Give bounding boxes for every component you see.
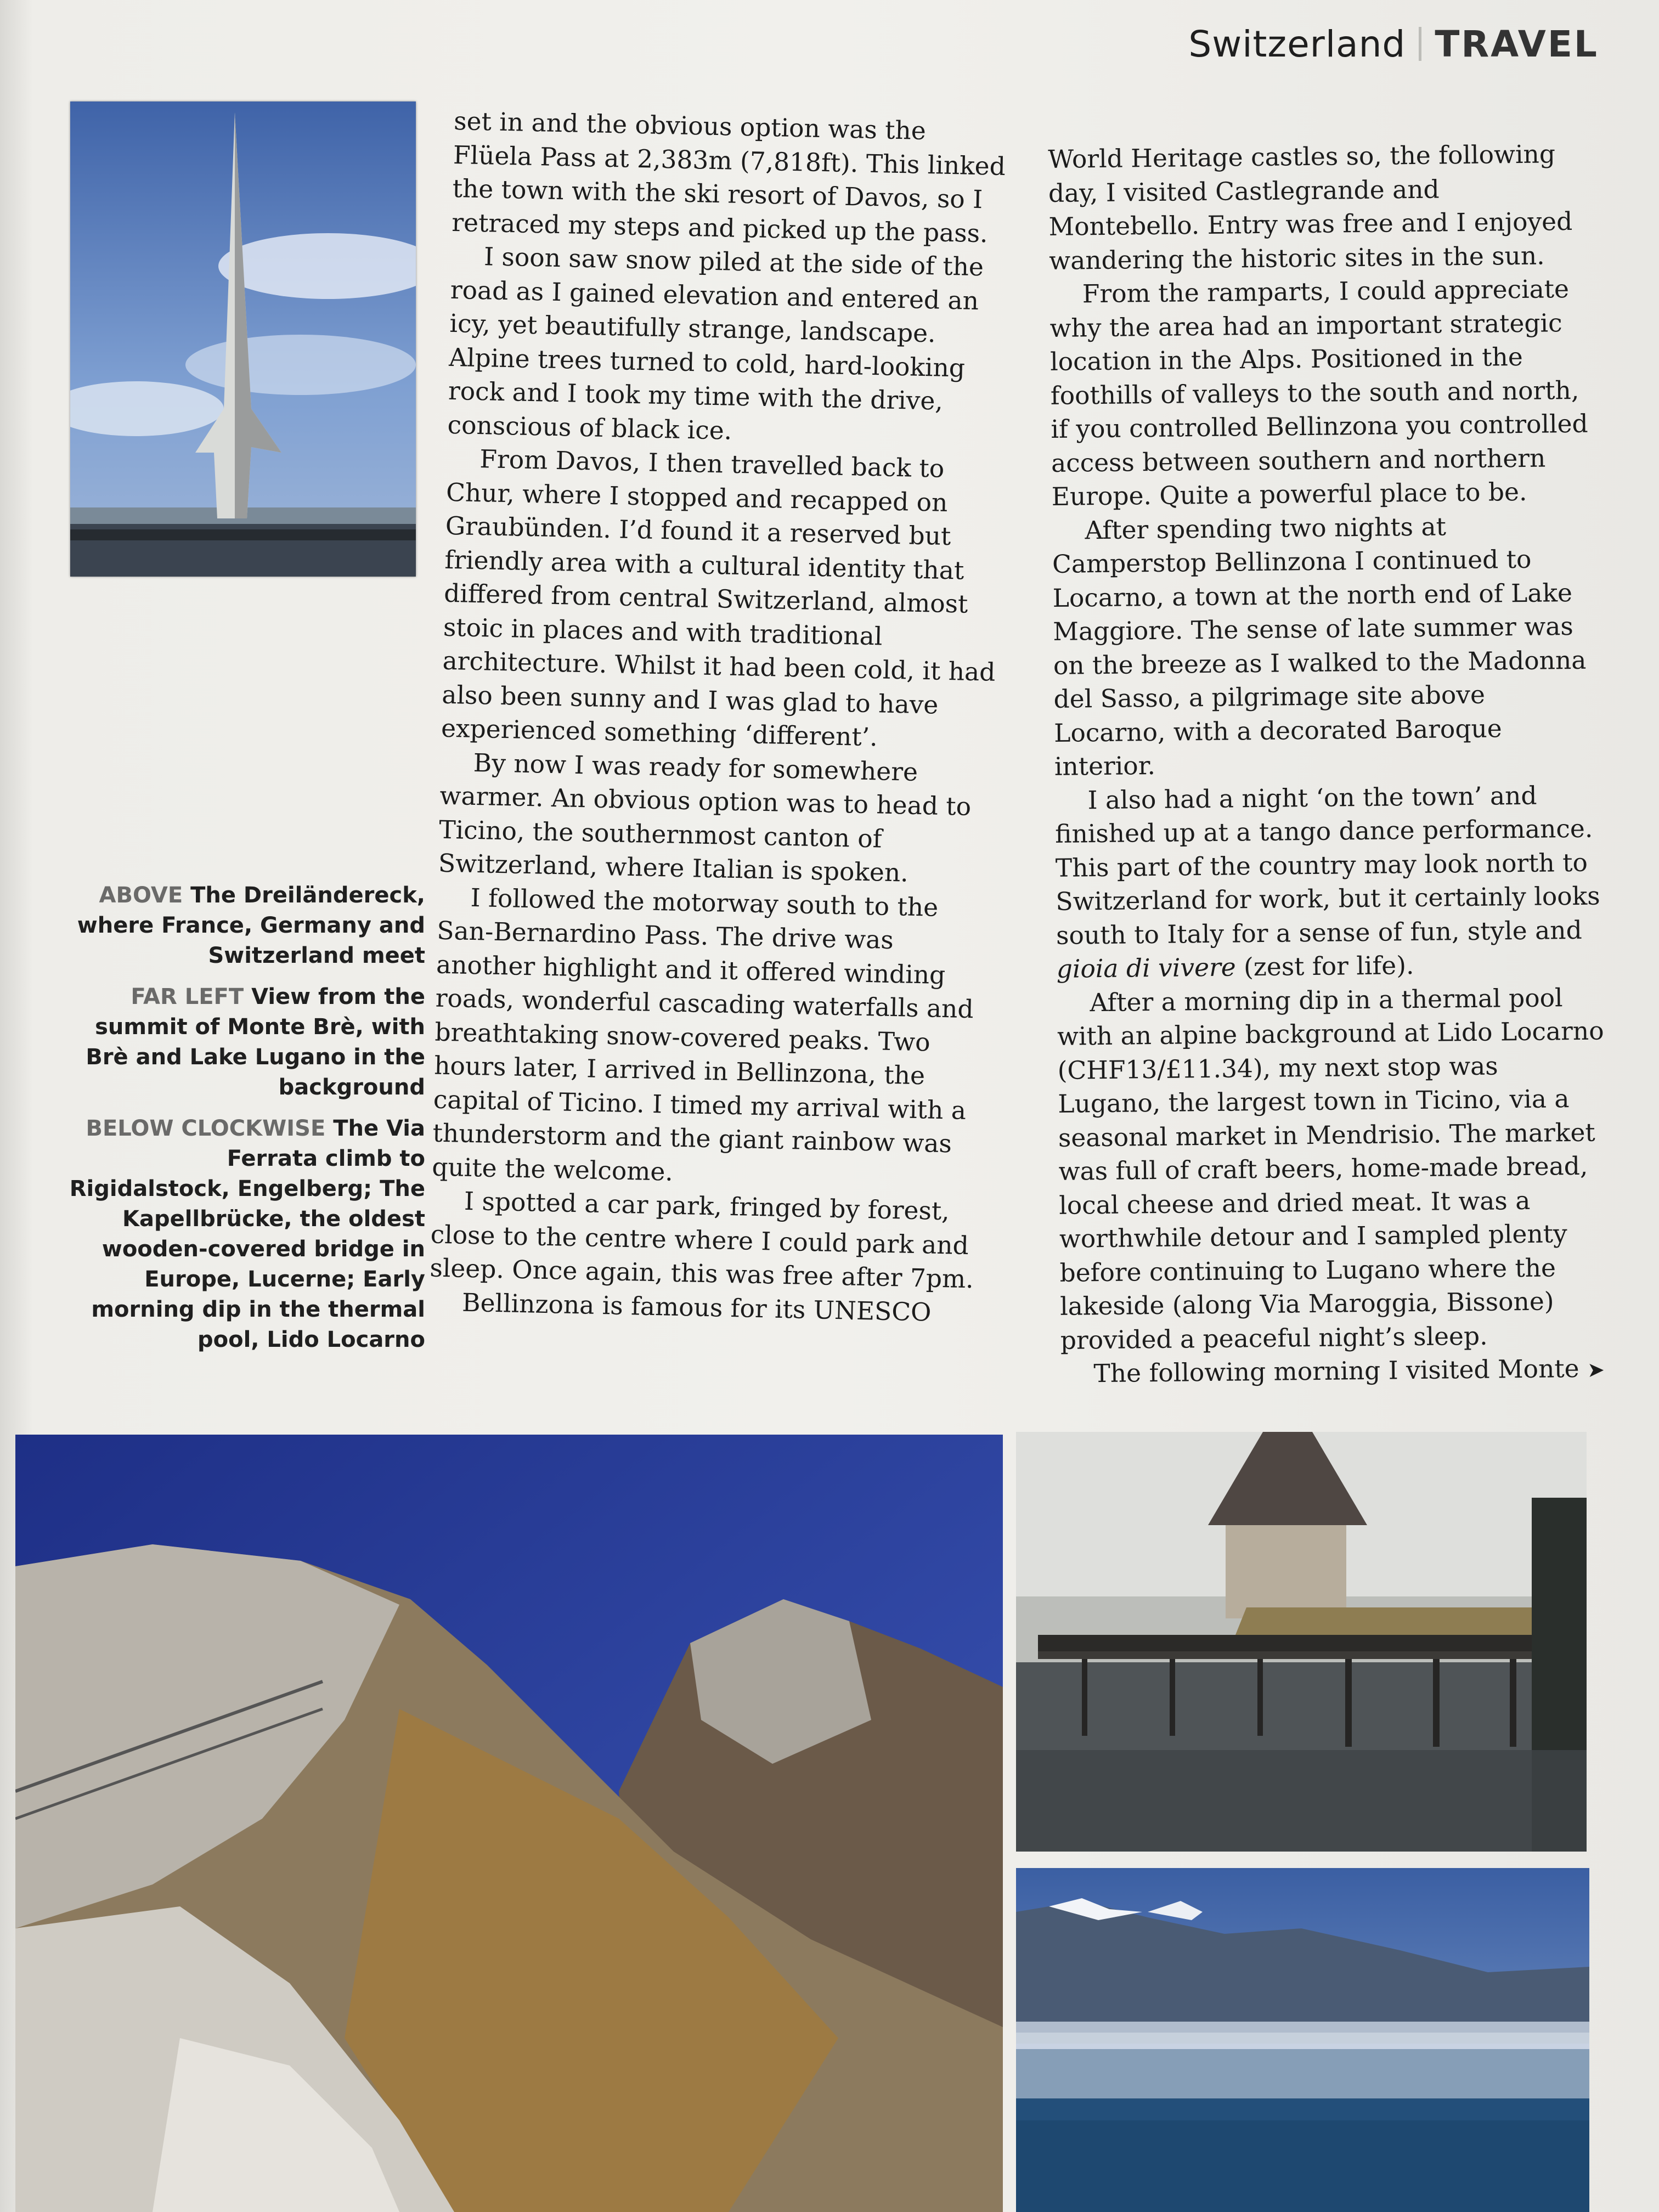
photo-thermal-pool <box>1016 1868 1589 2212</box>
header-divider <box>1419 27 1421 61</box>
paragraph: After a morning dip in a thermal pool with an alpine background at Lido Locarno (CHF13/£11.34), my next stop was Lugano, the largest town in Ticino, via a seasonal market in Mendrisio. The market was full of craft beers, home-made bread, local cheese and dried meat. It was a worthwhile detour and I sampled plenty before continuing to Lugano where the lakeside (along Via Maroggia, Bissone) provided a peaceful night’s sleep. <box>1057 983 1604 1355</box>
paragraph: From Davos, I then travelled back to Chur, where I stopped and recapped on Graubünden. I’d found it a reserved but friendly area with a cultural identity that differed from central Switzerland, almost stoic in places and with traditional architecture. Whilst it had been cold, it had also been sunny and I was glad to have experienced something ‘different’. <box>441 444 996 752</box>
paragraph: I soon saw snow piled at the side of the road as I gained elevation and entered an icy, yet beautifully strange, landscape. Alpine trees turned to cold, hard-looking rock and I took my time with the drive, conscious of black ice. <box>447 242 984 445</box>
photo-dreilandereck <box>70 101 416 577</box>
section-name: Switzerland <box>1188 22 1406 65</box>
paragraph: I spotted a car park, fringed by forest, close to the centre where I could park and sleep. Once again, this was free after 7pm. <box>430 1186 974 1294</box>
paragraph: set in and the obvious option was the Flüela Pass at 2,383m (7,818ft). This linked the town with the ski resort of Davos, so I retraced my steps and picked up the pass. <box>451 106 1006 248</box>
paragraph: After spending two nights at Camperstop Bellinzona I continued to Locarno, a town at the north end of Lake Maggiore. The sense of late summer was on the breeze as I walked to the Madonna del Sasso, a pilgrimage site above Locarno, with a decorated Baroque interior. <box>1052 511 1587 781</box>
continue-arrow-icon: ➤ <box>1587 1357 1605 1382</box>
paragraph: Bellinzona is famous for its UNESCO <box>461 1288 932 1327</box>
photo-kapellbrucke <box>1016 1432 1587 1852</box>
caption-above: ABOVE The Dreiländereck, where France, Germany and Switzerland meet <box>77 883 425 968</box>
paragraph: The following morning I visited Monte ➤ <box>1093 1353 1605 1389</box>
photo-via-ferrata <box>15 1435 1003 2212</box>
photo-captions <box>66 881 425 1366</box>
category-name: TRAVEL <box>1435 22 1599 65</box>
paragraph: From the ramparts, I could appreciate why the area had an important strategic location in the Alps. Positioned in the foothills of valleys to the south and north, if you controlled Bellinzona you controlled access between southern and northern Europe. Quite a powerful place to be. <box>1049 274 1588 511</box>
article-column-right <box>1048 137 1610 1393</box>
caption-below-clockwise: BELOW CLOCKWISE The Via Ferrata climb to Rigidalstock, Engelberg; The Kapellbrücke, the oldest wooden-covered bridge in Europe, Lucerne; Early morning dip in the thermal pool, Lido Locarno <box>69 1116 425 1352</box>
caption-far-left: FAR LEFT View from the summit of Monte Brè, with Brè and Lake Lugano in the background <box>86 984 425 1100</box>
paragraph: World Heritage castles so, the following day, I visited Castlegrande and Montebello. Entry was free and I enjoyed wandering the historic sites in the sun. <box>1048 139 1573 275</box>
paragraph: I also had a night ‘on the town’ and finished up at a tango dance performance. This part of the country may look north to Switzerland for work, but it certainly looks south to Italy for a sense of fun, style and gioia di vivere (zest for life). <box>1054 781 1600 984</box>
page-header <box>1188 16 1599 71</box>
article-column-middle <box>429 104 1008 1330</box>
paragraph: I followed the motorway south to the San-Bernardino Pass. The drive was another highlight and it offered winding roads, wonderful cascading waterfalls and breathtaking snow-covered peaks. Two hours later, I arrived in Bellinzona, the capital of Ticino. I timed my arrival with a thunderstorm and the giant rainbow was quite the welcome. <box>431 883 974 1187</box>
paragraph: By now I was ready for somewhere warmer. An obvious option was to head to Ticino, the southernmost canton of Switzerland, where Italian is spoken. <box>438 748 972 888</box>
